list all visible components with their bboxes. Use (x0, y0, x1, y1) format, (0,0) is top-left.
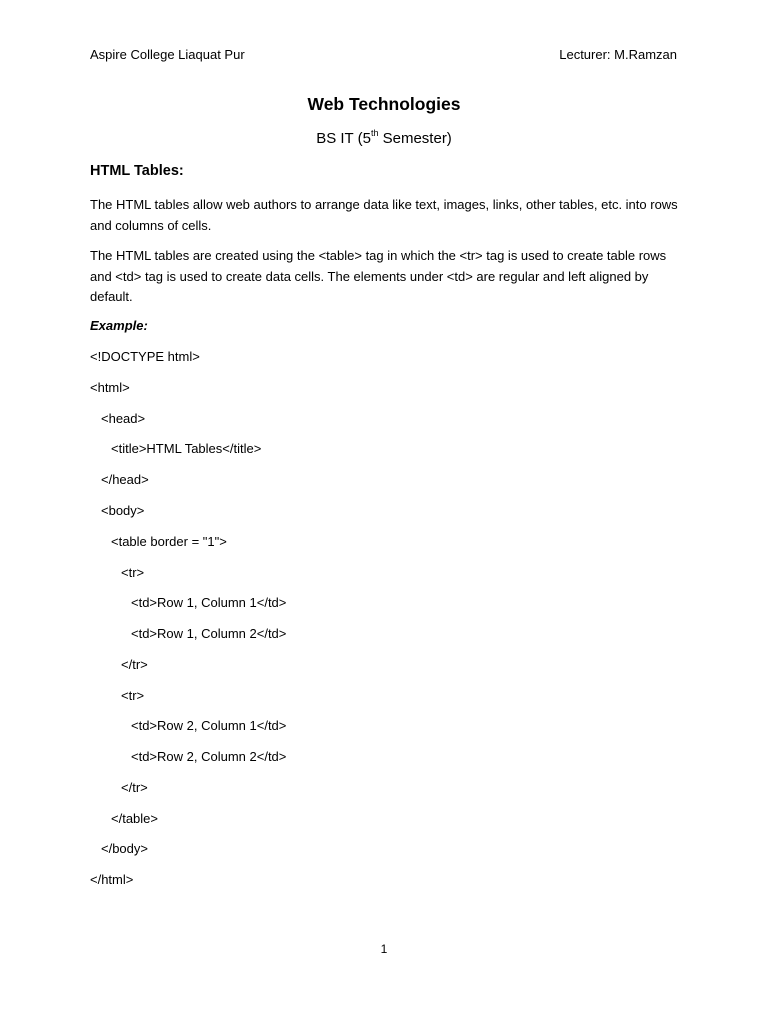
code-line: </table> (111, 811, 158, 826)
code-line: <td>Row 1, Column 2</td> (131, 626, 287, 641)
code-line: <td>Row 1, Column 1</td> (131, 595, 287, 610)
code-line: </html> (90, 872, 134, 887)
header-lecturer: Lecturer: M.Ramzan (559, 47, 677, 62)
code-line: <tr> (121, 565, 145, 580)
code-line: <title>HTML Tables</title> (111, 441, 262, 456)
code-line: <body> (101, 503, 145, 518)
paragraph-description: The HTML tables are created using the <table> tag in which the <tr> tag is used to create table rows and <td> tag is used to create data cells. The elements under <td> are regular and left aligned by default. (90, 248, 667, 304)
code-line: </body> (101, 841, 148, 856)
section-heading: HTML Tables: (90, 163, 184, 179)
code-line: <td>Row 2, Column 1</td> (131, 718, 287, 733)
subtitle-suffix: Semester) (378, 130, 452, 147)
code-line: <html> (90, 380, 130, 395)
page-number: 1 (380, 942, 388, 956)
code-line: <tr> (121, 688, 145, 703)
code-line: <!DOCTYPE html> (90, 349, 200, 364)
code-line: </head> (101, 472, 149, 487)
subtitle-superscript: th (370, 128, 379, 138)
document-title: Web Technologies (307, 94, 461, 114)
code-line: <head> (101, 411, 146, 426)
subtitle-prefix: BS IT (5 (316, 130, 371, 147)
code-line: </tr> (121, 780, 148, 795)
code-line: </tr> (121, 657, 148, 672)
header-institution: Aspire College Liaquat Pur (90, 47, 245, 62)
code-line: <table border = "1"> (111, 534, 227, 549)
example-label: Example: (90, 318, 148, 333)
document-subtitle (0, 130, 768, 147)
code-line: <td>Row 2, Column 2</td> (131, 749, 287, 764)
paragraph-intro: The HTML tables allow web authors to arrange data like text, images, links, other tables, etc. into rows and columns of cells. (90, 197, 678, 233)
